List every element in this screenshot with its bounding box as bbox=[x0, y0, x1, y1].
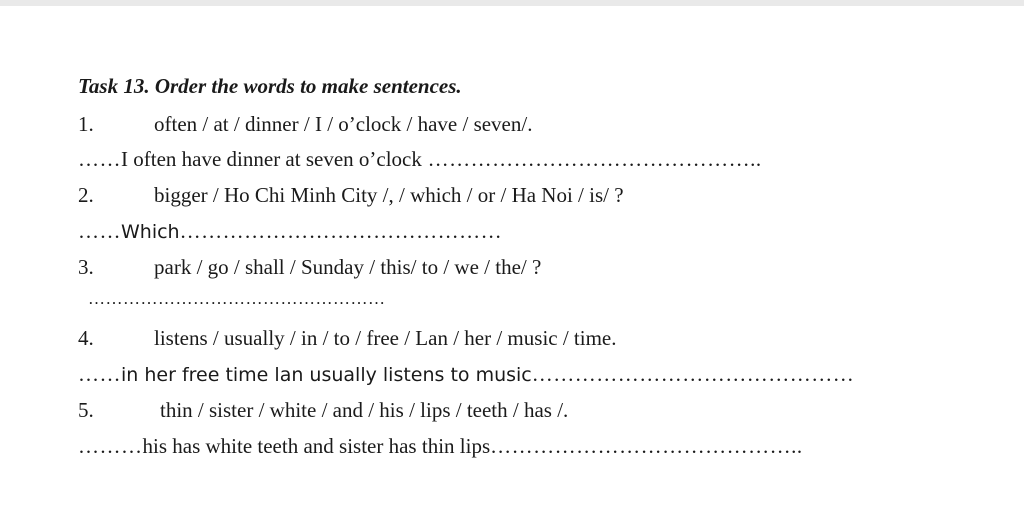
question-prompt: park / go / shall / Sunday / this/ to / we / the/ ? bbox=[154, 255, 542, 279]
question-number: 1. bbox=[78, 112, 94, 136]
answer-trailing-dots: …………………………………….. bbox=[490, 434, 803, 458]
answer-leader-dots: …… bbox=[78, 147, 121, 171]
answer-trailing-dots: ……………………………………….. bbox=[421, 147, 762, 171]
question-prompt: thin / sister / white / and / his / lips / teeth / has /. bbox=[160, 398, 569, 422]
question-number: 4. bbox=[78, 326, 94, 350]
question-2 bbox=[78, 183, 624, 208]
answer-line-3 bbox=[88, 289, 386, 309]
answer-line-4 bbox=[78, 362, 854, 387]
answer-leader-dots: …… bbox=[78, 219, 121, 243]
answer-line-2 bbox=[78, 219, 502, 244]
question-3 bbox=[78, 255, 541, 280]
question-1 bbox=[78, 112, 532, 137]
question-prompt: bigger / Ho Chi Minh City /, / which / or / Ha Noi / is/ ? bbox=[154, 183, 624, 207]
answer-trailing-dots: ……………………………………… bbox=[531, 362, 855, 386]
question-number: 5. bbox=[78, 398, 94, 422]
question-number: 3. bbox=[78, 255, 94, 279]
question-4 bbox=[78, 326, 617, 351]
question-prompt: often / at / dinner / I / o’clock / have / seven/. bbox=[154, 112, 533, 136]
question-prompt: listens / usually / in / to / free / Lan / her / music / time. bbox=[154, 326, 617, 350]
answer-text: Which bbox=[121, 221, 180, 243]
answer-line-5 bbox=[78, 434, 803, 459]
question-5 bbox=[78, 398, 568, 423]
answer-trailing-dots: …………………………………………… bbox=[88, 289, 386, 308]
top-bar bbox=[0, 0, 1024, 6]
answer-leader-dots: ……… bbox=[78, 434, 143, 458]
answer-text: I often have dinner at seven o’clock bbox=[121, 147, 422, 171]
question-number: 2. bbox=[78, 183, 94, 207]
answer-line-1 bbox=[78, 147, 762, 172]
answer-text: his has white teeth and sister has thin lips bbox=[142, 434, 491, 458]
task-title: Task 13. Order the words to make sentences. bbox=[78, 74, 462, 98]
answer-leader-dots: …… bbox=[78, 362, 121, 386]
answer-text: in her free time lan usually listens to music bbox=[121, 364, 532, 386]
answer-trailing-dots: ……………………………………… bbox=[179, 219, 503, 243]
